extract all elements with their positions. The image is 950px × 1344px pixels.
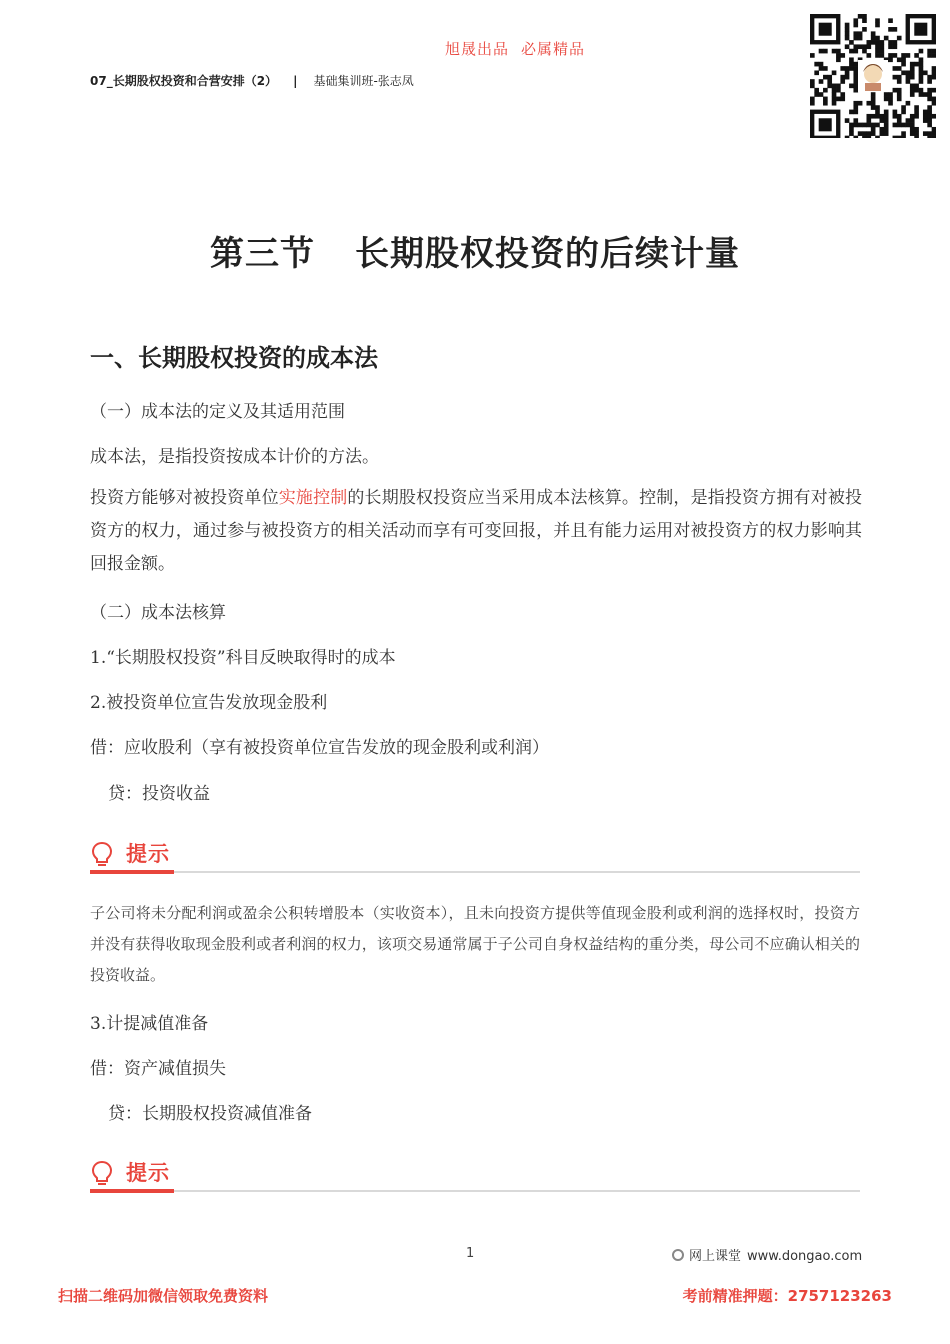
paragraph-lead: 投资方能够对被投资单位 xyxy=(90,488,279,508)
list-item-2: 2.被投资单位宣告发放现金股利 xyxy=(90,693,328,713)
qr-code xyxy=(810,14,936,138)
tip-banner xyxy=(90,838,860,874)
paragraph-rest: 的长期股权投资应当采用成本法核算。控制，是指投资方拥有对被投资方的权力，通过参与被投资方的相关活动而享有可变回报，并且有能力运用对被投资方的权力影响其回报金额。 xyxy=(90,488,863,574)
header-separator: | xyxy=(293,74,298,88)
control-paragraph xyxy=(90,482,862,581)
brand-right: 必属精品 xyxy=(521,40,586,58)
list-item-3: 3.计提减值准备 xyxy=(90,1014,209,1034)
journal-credit-1: 贷：投资收益 xyxy=(108,784,210,804)
tip-banner-2 xyxy=(90,1157,860,1193)
tip-label: 提示 xyxy=(126,1160,170,1185)
tip-label: 提示 xyxy=(126,841,170,866)
brand-left: 旭晟出品 xyxy=(444,40,509,58)
page-number: 1 xyxy=(466,1246,475,1261)
title-text: 长期股权投资的后续计量 xyxy=(355,234,740,274)
tip-note: 子公司将未分配利润或盈余公积转增股本（实收资本），且未向投资方提供等值现金股利或利润的选择权时，投资方并没有获得收取现金股利或者利润的权力，该项交易通常属于子公司自身权益结构的重分类，母公司不应确认相关的投资收益。 xyxy=(90,904,860,984)
tip-divider-accent xyxy=(90,870,174,874)
title-section-number: 第三节 xyxy=(210,234,315,274)
list-item-1: 1.“长期股权投资”科目反映取得时的成本 xyxy=(90,648,396,668)
tip-divider xyxy=(90,871,860,873)
brand-slogan xyxy=(0,38,950,59)
dongao-logo-icon xyxy=(672,1249,684,1261)
journal-debit-1: 借：应收股利（享有被投资单位宣告发放的现金股利或利润） xyxy=(90,738,549,758)
lightbulb-icon xyxy=(90,841,114,869)
subheading-definition: （一）成本法的定义及其适用范围 xyxy=(90,402,345,422)
subheading-accounting: （二）成本法核算 xyxy=(90,603,226,623)
document-header xyxy=(90,72,414,89)
footer-logo-text: 网上课堂 xyxy=(689,1249,742,1264)
tip-divider-accent xyxy=(90,1189,174,1193)
section-heading: 一、长期股权投资的成本法 xyxy=(90,343,378,372)
lightbulb-icon xyxy=(90,1160,114,1188)
footer-logo xyxy=(672,1245,862,1264)
promo-left: 扫描二维码加微信领取免费资料 xyxy=(58,1287,269,1305)
journal-credit-2: 贷：长期股权投资减值准备 xyxy=(108,1104,312,1124)
qr-code-graphic xyxy=(810,14,936,138)
highlight-control: 实施控制 xyxy=(278,488,348,508)
definition-text: 成本法，是指投资按成本计价的方法。 xyxy=(90,447,379,467)
footer-site-link[interactable]: www.dongao.com xyxy=(747,1249,863,1264)
course-name: 07_长期股权投资和合营安排（2） xyxy=(90,74,278,88)
page-title xyxy=(0,226,950,275)
journal-debit-2: 借：资产减值损失 xyxy=(90,1059,226,1079)
tip-divider xyxy=(90,1190,860,1192)
class-name: 基础集训班-张志凤 xyxy=(313,74,414,88)
promo-right: 考前精准押题：2757123263 xyxy=(682,1287,892,1305)
